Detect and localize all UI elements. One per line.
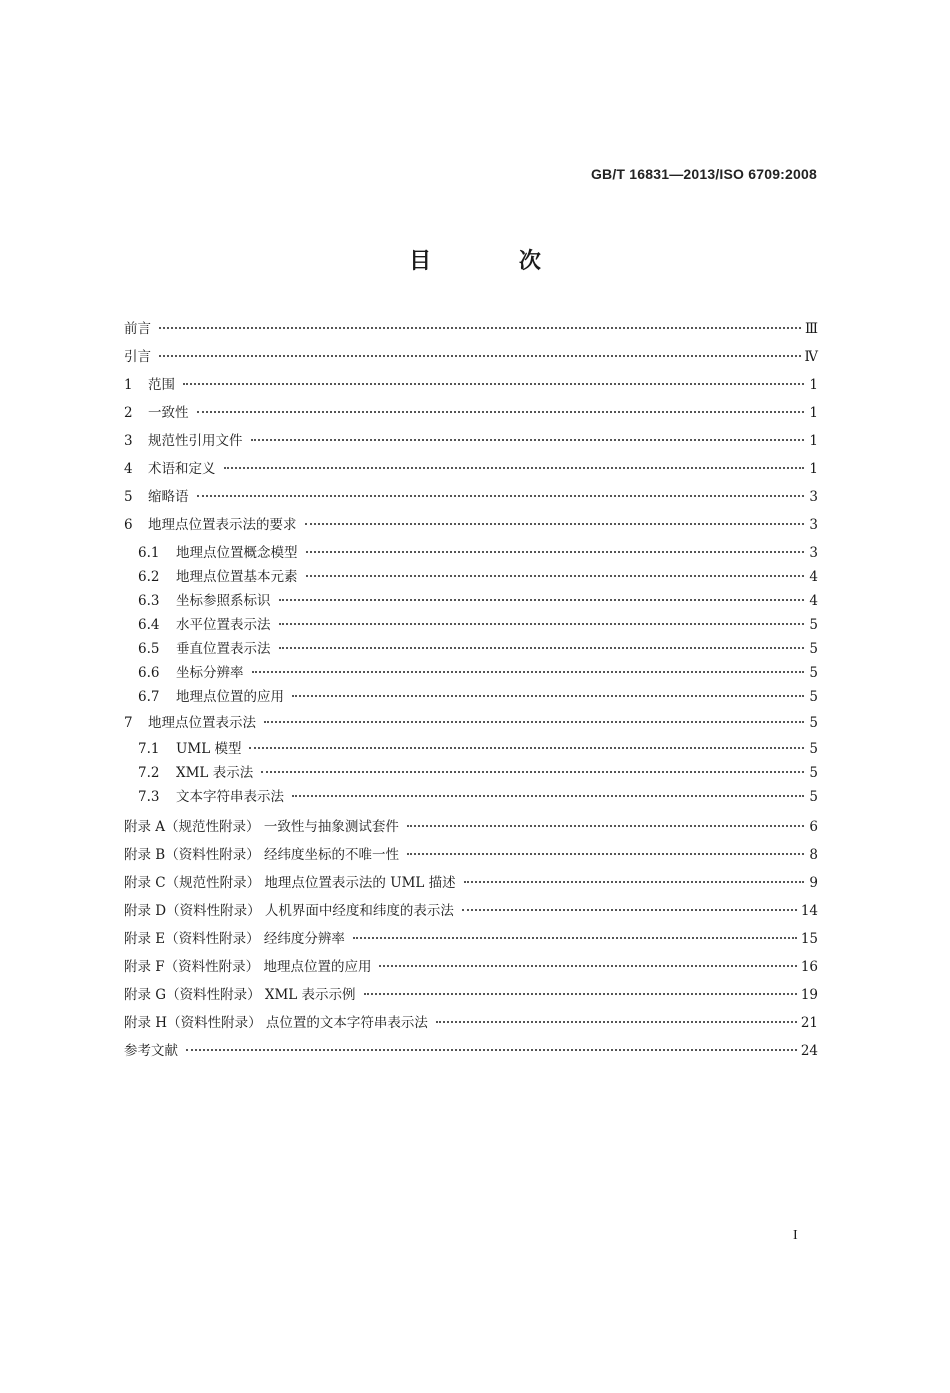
toc-entry-page: 4	[809, 569, 818, 585]
toc-leader-dots	[292, 695, 804, 697]
toc-entry[interactable]	[124, 1012, 818, 1034]
toc-leader-dots	[197, 411, 805, 413]
toc-entry-number: 6.4	[138, 617, 160, 633]
toc-entry-label: 地理点位置概念模型	[176, 545, 298, 561]
standard-code: GB/T 16831—2013/ISO 6709:2008	[590, 166, 817, 182]
toc-entry-label: 范围	[148, 377, 175, 393]
toc-entry-label: 附录 B（资料性附录） 经纬度坐标的不唯一性	[124, 847, 400, 863]
toc-entry-page: 21	[800, 1015, 818, 1031]
toc-entry-label: 前言	[124, 321, 151, 337]
toc-leader-dots	[353, 937, 797, 939]
toc-entry[interactable]	[124, 458, 818, 480]
toc-entry-label: 附录 G（资料性附录） XML 表示示例	[124, 987, 356, 1003]
toc-entry[interactable]	[138, 590, 818, 612]
toc-entry-number: 7.2	[138, 765, 160, 781]
toc-leader-dots	[224, 467, 805, 469]
toc-entry-page: 1	[809, 377, 818, 393]
page-number: I	[793, 1228, 798, 1243]
toc-entry-page: 8	[809, 847, 818, 863]
toc-entry[interactable]	[124, 318, 818, 340]
toc-entry-number: 6.6	[138, 665, 160, 681]
toc-entry-page: Ⅲ	[804, 321, 818, 337]
toc-leader-dots	[159, 355, 801, 357]
toc-entry[interactable]	[124, 956, 818, 978]
toc-entry[interactable]	[138, 786, 818, 808]
toc-entry-page: 5	[809, 741, 818, 757]
toc-leader-dots	[186, 1049, 797, 1051]
toc-entry[interactable]	[138, 762, 818, 784]
toc-entry-page: 3	[809, 545, 818, 561]
toc-entry-page: 4	[809, 593, 818, 609]
toc-leader-dots	[305, 523, 805, 525]
toc-entry[interactable]	[124, 900, 818, 922]
toc-entry-label: XML 表示法	[176, 765, 254, 781]
toc-entry[interactable]	[124, 928, 818, 950]
toc-entry-page: Ⅳ	[804, 349, 818, 365]
toc-entry[interactable]	[124, 816, 818, 838]
toc-entry-page: 5	[809, 789, 818, 805]
toc-entry[interactable]	[124, 984, 818, 1006]
toc-entry-number: 6.2	[138, 569, 160, 585]
toc-entry-label: 地理点位置表示法的要求	[148, 517, 297, 533]
toc-entry-number: 7	[124, 715, 133, 731]
toc-entry-label: 参考文献	[124, 1043, 178, 1059]
toc-entry-number: 7.1	[138, 741, 160, 757]
toc-entry-label: 附录 H（资料性附录） 点位置的文本字符串表示法	[124, 1015, 428, 1031]
toc-entry-page: 5	[809, 765, 818, 781]
toc-entry-label: 地理点位置的应用	[176, 689, 284, 705]
toc-entry-page: 3	[809, 517, 818, 533]
toc-entry-label: 术语和定义	[148, 461, 216, 477]
toc-entry[interactable]	[138, 566, 818, 588]
toc-entry-number: 4	[124, 461, 133, 477]
toc-entry-number: 3	[124, 433, 133, 449]
toc-entry-label: 地理点位置基本元素	[176, 569, 298, 585]
toc-leader-dots	[292, 795, 804, 797]
toc-entry-label: UML 模型	[176, 741, 242, 757]
toc-entry-label: 坐标参照系标识	[176, 593, 271, 609]
toc-leader-dots	[407, 825, 804, 827]
toc-leader-dots	[264, 721, 804, 723]
toc-entry[interactable]	[124, 402, 818, 424]
toc-entry-page: 1	[809, 433, 818, 449]
toc-entry-label: 引言	[124, 349, 151, 365]
toc-entry-page: 5	[809, 665, 818, 681]
toc-leader-dots	[159, 327, 801, 329]
toc-leader-dots	[379, 965, 796, 967]
toc-leader-dots	[251, 439, 805, 441]
toc-entry-page: 16	[800, 959, 818, 975]
toc-entry[interactable]	[124, 1040, 818, 1062]
toc-entry-page: 15	[800, 931, 818, 947]
toc-entry-label: 地理点位置表示法	[148, 715, 256, 731]
toc-leader-dots	[306, 575, 805, 577]
toc-entry[interactable]	[138, 542, 818, 564]
toc-leader-dots	[197, 495, 805, 497]
toc-entry-page: 24	[800, 1043, 818, 1059]
toc-entry[interactable]	[138, 738, 818, 760]
toc-entry-number: 2	[124, 405, 133, 421]
toc-entry-page: 5	[809, 689, 818, 705]
toc-entry-page: 19	[800, 987, 818, 1003]
toc-entry-page: 6	[809, 819, 818, 835]
toc-entry-label: 水平位置表示法	[176, 617, 271, 633]
toc-leader-dots	[279, 623, 805, 625]
toc-entry[interactable]	[138, 638, 818, 660]
toc-leader-dots	[407, 853, 804, 855]
page-title: 目 次	[409, 249, 581, 274]
toc-leader-dots	[436, 1021, 797, 1023]
toc-entry-page: 5	[809, 715, 818, 731]
toc-leader-dots	[364, 993, 797, 995]
toc-entry[interactable]	[124, 486, 818, 508]
toc-entry[interactable]	[124, 374, 818, 396]
toc-entry-page: 5	[809, 641, 818, 657]
toc-entry[interactable]	[124, 430, 818, 452]
toc-leader-dots	[279, 599, 805, 601]
toc-entry-label: 附录 D（资料性附录） 人机界面中经度和纬度的表示法	[124, 903, 454, 919]
toc-entry[interactable]	[124, 514, 818, 536]
toc-entry-label: 附录 F（资料性附录） 地理点位置的应用	[124, 959, 372, 975]
toc-leader-dots	[261, 771, 804, 773]
toc-entry-label: 文本字符串表示法	[176, 789, 284, 805]
toc-entry-page: 3	[809, 489, 818, 505]
toc-entry[interactable]	[138, 686, 818, 708]
toc-entry[interactable]	[124, 844, 818, 866]
toc-leader-dots	[462, 909, 797, 911]
toc-entry-number: 6.1	[138, 545, 160, 561]
toc-entry-label: 规范性引用文件	[148, 433, 243, 449]
toc-entry-number: 7.3	[138, 789, 160, 805]
toc-entry-label: 一致性	[148, 405, 189, 421]
toc-leader-dots	[306, 551, 805, 553]
toc-entry-page: 9	[809, 875, 818, 891]
toc-entry[interactable]	[124, 872, 818, 894]
toc-entry[interactable]	[138, 614, 818, 636]
toc-entry-label: 附录 E（资料性附录） 经纬度分辨率	[124, 931, 345, 947]
toc-entry-page: 1	[809, 405, 818, 421]
toc-entry-number: 6.5	[138, 641, 160, 657]
toc-leader-dots	[249, 747, 804, 749]
toc-entry-label: 坐标分辨率	[176, 665, 244, 681]
toc-entry-page: 14	[800, 903, 818, 919]
toc-entry-label: 垂直位置表示法	[176, 641, 271, 657]
toc-entry-label: 附录 C（规范性附录） 地理点位置表示法的 UML 描述	[124, 875, 456, 891]
toc-entry-number: 6	[124, 517, 133, 533]
toc-entry[interactable]	[124, 346, 818, 368]
toc-leader-dots	[252, 671, 805, 673]
toc-entry-page: 1	[809, 461, 818, 477]
toc-leader-dots	[464, 881, 804, 883]
toc-entry-label: 缩略语	[148, 489, 189, 505]
toc-entry-number: 5	[124, 489, 133, 505]
toc-entry-page: 5	[809, 617, 818, 633]
toc-entry[interactable]	[138, 662, 818, 684]
toc-leader-dots	[279, 647, 805, 649]
toc-leader-dots	[183, 383, 804, 385]
toc-entry-number: 6.7	[138, 689, 160, 705]
toc-entry-label: 附录 A（规范性附录） 一致性与抽象测试套件	[124, 819, 399, 835]
toc-entry-number: 6.3	[138, 593, 160, 609]
toc-entry[interactable]	[124, 712, 818, 734]
toc-entry-number: 1	[124, 377, 133, 393]
